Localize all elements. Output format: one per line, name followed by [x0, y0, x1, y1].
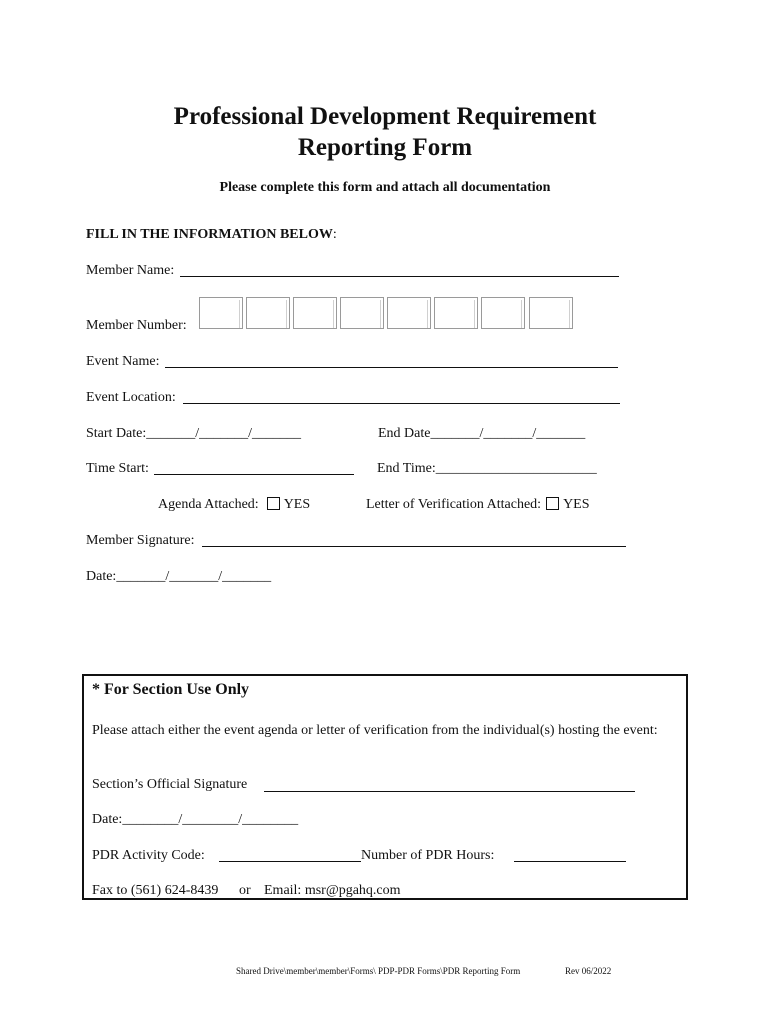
member-number-digit-box[interactable] [481, 297, 525, 329]
pdr-hours-field[interactable] [514, 861, 626, 862]
section-use-only-box [82, 674, 688, 900]
time-start-label: Time Start: [86, 461, 149, 476]
section-signature-label: Section’s Official Signature [92, 777, 248, 792]
member-number-digit-box[interactable] [199, 297, 243, 329]
pdr-activity-code-label: PDR Activity Code: [92, 848, 205, 863]
pdr-hours-label: Number of PDR Hours: [361, 848, 495, 863]
time-start-field[interactable] [154, 474, 354, 475]
member-signature-field[interactable] [202, 546, 626, 547]
member-number-digit-box[interactable] [387, 297, 431, 329]
member-number-digit-box[interactable] [529, 297, 573, 329]
member-number-digit-box[interactable] [434, 297, 478, 329]
page-title-line-2: Reporting Form [297, 134, 473, 161]
member-number-label: Member Number: [86, 318, 187, 333]
footer-file-path: Shared Drive\member\member\Forms\ PDP-PDR Forms\PDR Reporting Form [236, 966, 521, 976]
agenda-yes-label: YES [283, 497, 311, 512]
member-number-digit-box[interactable] [293, 297, 337, 329]
member-name-field[interactable] [180, 276, 619, 277]
fill-in-instruction-text: FILL IN THE INFORMATION BELOW [86, 227, 333, 242]
member-signature-label: Member Signature: [86, 533, 195, 548]
end-time-field[interactable]: End Time:_______________________ [377, 461, 597, 476]
page-subtitle: Please complete this form and attach all documentation [219, 180, 551, 195]
letter-attached-label: Letter of Verification Attached: [366, 497, 542, 512]
section-date-field[interactable]: Date:________/________/________ [92, 812, 299, 827]
member-number-digit-box[interactable] [246, 297, 290, 329]
member-name-label: Member Name: [86, 263, 175, 278]
section-signature-field[interactable] [264, 791, 635, 792]
pdr-activity-code-field[interactable] [219, 861, 361, 862]
fax-text: Fax to (561) 624-8439 [92, 883, 219, 898]
end-date-field[interactable]: End Date_______/_______/_______ [378, 426, 586, 441]
section-use-heading: * For Section Use Only [92, 681, 250, 698]
event-name-field[interactable] [165, 367, 618, 368]
or-text: or [239, 883, 251, 898]
agenda-yes-checkbox[interactable] [267, 497, 280, 510]
member-number-digit-box[interactable] [340, 297, 384, 329]
event-name-label: Event Name: [86, 354, 160, 369]
page-title-line-1: Professional Development Requirement [173, 103, 597, 130]
date-field[interactable]: Date:_______/_______/_______ [86, 569, 272, 584]
agenda-attached-label: Agenda Attached: [158, 497, 259, 512]
email-text: Email: msr@pgahq.com [264, 883, 401, 898]
start-date-field[interactable]: Start Date:_______/_______/_______ [86, 426, 302, 441]
letter-yes-label: YES [563, 497, 590, 512]
event-location-label: Event Location: [86, 390, 176, 405]
fill-in-instruction-colon: : [332, 227, 337, 242]
fill-in-instruction [86, 226, 337, 244]
agenda-attached-row [158, 496, 310, 514]
letter-attached-row [366, 496, 590, 514]
footer-revision: Rev 06/2022 [565, 966, 612, 976]
event-location-field[interactable] [183, 403, 620, 404]
section-use-instructions: Please attach either the event agenda or letter of verification from the individual(s) hosting the event: [92, 723, 658, 738]
letter-yes-checkbox[interactable] [546, 497, 559, 510]
